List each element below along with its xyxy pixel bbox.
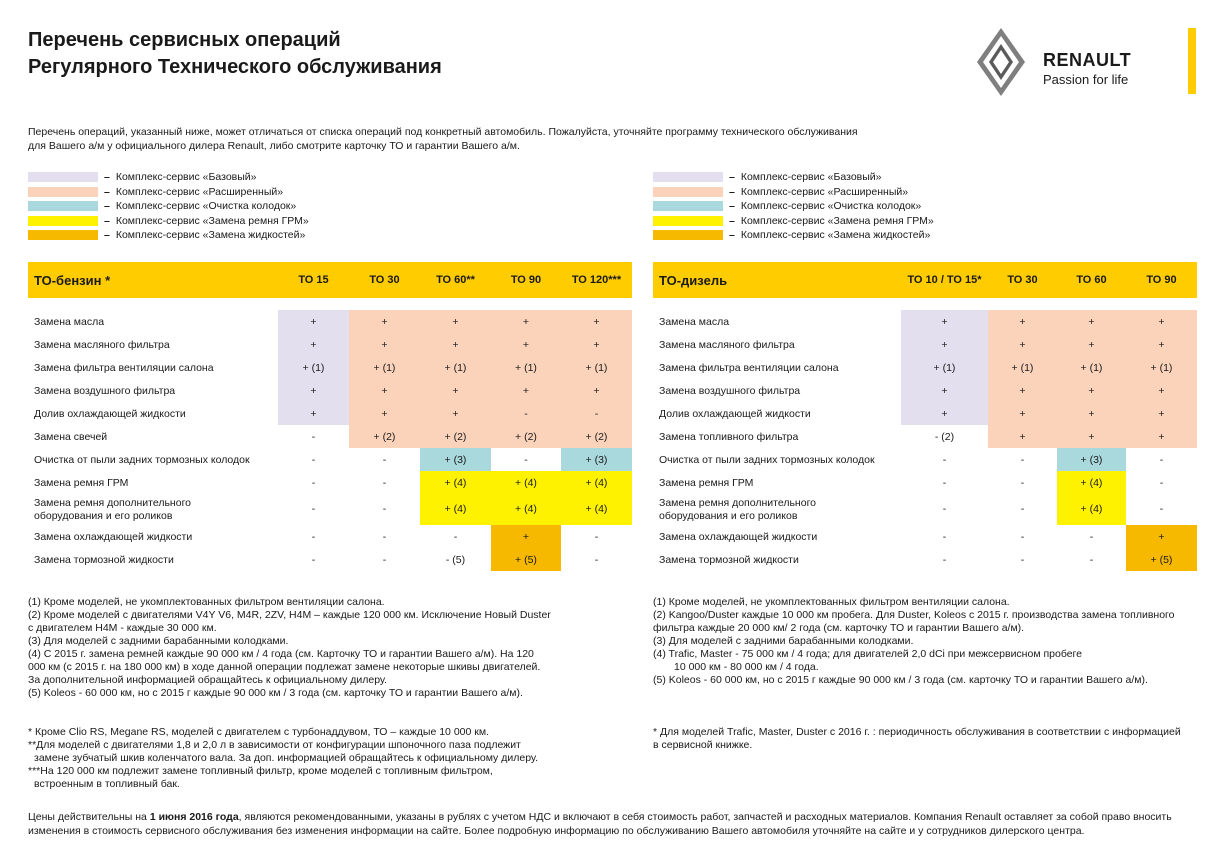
operation-name: Замена ремня ГРМ [34, 476, 129, 489]
table-header-row [653, 262, 1197, 298]
table-cell: + [1057, 379, 1126, 402]
footnote-line: замене зубчатый шкив коленчатого вала. За доп. информацией обращайтесь к официальному дилеру. [34, 752, 539, 764]
note-line: (4) Trafic, Master - 75 000 км / 4 года; для двигателей 2,0 dCi при межсервисном пробеге [653, 648, 1082, 660]
table-cell: + (5) [491, 548, 561, 571]
legend-swatch [653, 172, 723, 182]
table-cell: - [1159, 476, 1164, 489]
legend-item [653, 185, 934, 200]
legend-dash: – [729, 214, 735, 227]
diesel-service-table [653, 262, 1197, 571]
operation-name: Замена тормозной жидкости [659, 553, 799, 566]
legend-dash: – [104, 229, 110, 242]
table-cell: + [349, 333, 420, 356]
table-cell: + [349, 379, 420, 402]
table-cell: - (5) [445, 553, 466, 566]
table-cell: + (3) [420, 448, 491, 471]
table-cell: + [1057, 402, 1126, 425]
operation-name: Долив охлаждающей жидкости [659, 407, 811, 420]
column-header: ТО 90 [1126, 262, 1197, 298]
legend-item [653, 199, 934, 214]
table-cell: + [1126, 525, 1197, 548]
table-cell: + [278, 333, 349, 356]
table-cell: - [942, 476, 947, 489]
operation-name: Замена ремня дополнительного оборудования и его роликов [34, 496, 192, 522]
table-cell: - [942, 453, 947, 466]
table-cell: + (5) [1126, 548, 1197, 571]
operation-name: Замена фильтра вентиляции салона [34, 361, 214, 374]
footnote-line: * Кроме Clio RS, Megane RS, моделей с двигателем с турбонаддувом, ТО – каждые 10 000 км. [28, 726, 489, 738]
table-cell: + (2) [349, 425, 420, 448]
note-line: (4) С 2015 г. замена ремней каждые 90 000 км / 4 года (см. Карточку ТО и гарантии Вашего а/м). На 120 [28, 648, 534, 660]
footnote-line: в сервисной книжке. [653, 739, 753, 751]
table-cell: - [382, 553, 387, 566]
table-cell: - [594, 553, 599, 566]
table-cell: - [1159, 503, 1164, 515]
legend-dash: – [104, 214, 110, 227]
table-cell: + [901, 333, 988, 356]
table-cell: + [988, 310, 1057, 333]
table-row [653, 494, 1197, 525]
table-cell: + (4) [1057, 471, 1126, 494]
legend-dash: – [729, 229, 735, 242]
table-cell: - [1089, 530, 1094, 543]
table-cell: - [1089, 553, 1094, 566]
legend-swatch [653, 216, 723, 226]
table-cell: - [311, 553, 316, 566]
table-cell: + (4) [561, 471, 632, 494]
legend-label: Комплекс-сервис «Расширенный» [740, 185, 909, 198]
operation-name: Замена масляного фильтра [659, 338, 795, 351]
legend-dash: – [104, 171, 110, 184]
note-line: (2) Kangoo/Duster каждые 10 000 км пробега. Для Duster, Koleos с 2015 г. производства замена топливного [653, 609, 1175, 621]
table-cell: + (1) [901, 356, 988, 379]
table-row [28, 548, 632, 571]
legend-swatch [28, 187, 98, 197]
note-line: (3) Для моделей с задними барабанными колодками. [28, 635, 289, 647]
table-cell: + [491, 333, 561, 356]
legend-swatch [653, 201, 723, 211]
table-cell: - [1020, 503, 1025, 515]
note-line: (5) Koleos - 60 000 км, но с 2015 г каждые 90 000 км / 3 года (см. карточку ТО и гарантии Вашего а/м). [653, 674, 1148, 686]
table-cell: - [942, 530, 947, 543]
table-row [653, 425, 1197, 448]
table-cell: + (1) [1126, 356, 1197, 379]
legend-diesel [653, 170, 934, 243]
note-line: 000 км (с 2015 г. на 180 000 км) в ходе данной операции подлежат замене некоторые шкивы двигателей. [28, 661, 541, 673]
table-cell: + [278, 310, 349, 333]
table-row [653, 548, 1197, 571]
table-cell: + [1057, 310, 1126, 333]
operation-name: Долив охлаждающей жидкости [34, 407, 186, 420]
table-cell: - [942, 553, 947, 566]
table-row [28, 525, 632, 548]
note-line: 10 000 км - 80 000 км / 4 года. [674, 661, 819, 673]
table-cell: + (1) [349, 356, 420, 379]
note-line: с двигателем H4M - каждые 30 000 км. [28, 622, 217, 634]
table-cell: + (2) [561, 425, 632, 448]
legend-item [653, 214, 934, 229]
renault-logo-icon [973, 26, 1029, 98]
table-cell: + (4) [491, 471, 561, 494]
table-cell: + [349, 310, 420, 333]
table-row [653, 310, 1197, 333]
operation-name: Замена охлаждающей жидкости [34, 530, 193, 543]
diesel-footnotes [653, 726, 1198, 752]
table-cell: + (1) [420, 356, 491, 379]
accent-bar [1188, 28, 1196, 94]
table-cell: - [382, 476, 387, 489]
table-cell: + [420, 379, 491, 402]
table-cell: - [382, 530, 387, 543]
note-line: (2) Кроме моделей с двигателями V4Y V6, M4R, 2ZV, H4M – каждые 120 000 км. Исключение Новый Duster [28, 609, 551, 621]
table-cell: + [278, 379, 349, 402]
table-cell: + [491, 379, 561, 402]
table-cell: + (1) [1057, 356, 1126, 379]
table-cell: + [901, 310, 988, 333]
note-line: (3) Для моделей с задними барабанными колодками. [653, 635, 914, 647]
table-row [28, 379, 632, 402]
table-row [653, 379, 1197, 402]
legend-label: Комплекс-сервис «Расширенный» [115, 185, 284, 198]
table-row [28, 402, 632, 425]
legend-label: Комплекс-сервис «Замена ремня ГРМ» [740, 214, 934, 227]
table-cell: - [311, 476, 316, 489]
note-line: (1) Кроме моделей, не укомплектованных фильтром вентиляции салона. [28, 596, 385, 608]
footnote-line: встроенным в топливный бак. [34, 778, 180, 790]
table-cell: + [988, 402, 1057, 425]
legend-item [653, 170, 934, 185]
legend-swatch [653, 187, 723, 197]
legend-dash: – [729, 185, 735, 198]
legend-item [28, 199, 309, 214]
legend-swatch [28, 230, 98, 240]
diesel-notes [653, 596, 1198, 687]
table-cell: + [1057, 425, 1126, 448]
operation-name: Замена масляного фильтра [34, 338, 170, 351]
legend-petrol [28, 170, 309, 243]
table-cell: - [491, 402, 561, 425]
operation-name: Замена воздушного фильтра [34, 384, 176, 397]
legend-label: Комплекс-сервис «Замена жидкостей» [115, 229, 306, 242]
table-cell: - [453, 530, 458, 543]
legend-item [28, 185, 309, 200]
operation-name: Замена охлаждающей жидкости [659, 530, 818, 543]
legend-swatch [28, 201, 98, 211]
table-title: ТО-бензин * [28, 262, 278, 298]
table-cell: - [382, 453, 387, 466]
table-row [653, 402, 1197, 425]
footnote-line: **Для моделей с двигателями 1,8 и 2,0 л в зависимости от конфигурации шпоночного паза подлежит [28, 739, 521, 751]
legend-label: Комплекс-сервис «Очистка колодок» [115, 200, 297, 213]
brand-tagline: Passion for life [1043, 72, 1129, 87]
table-cell: + [988, 333, 1057, 356]
table-cell: - [1159, 453, 1164, 466]
table-cell: + [420, 402, 491, 425]
table-row [653, 525, 1197, 548]
table-cell: + [420, 333, 491, 356]
table-row [653, 333, 1197, 356]
table-cell: + [1126, 310, 1197, 333]
table-cell: + [561, 379, 632, 402]
petrol-footnotes [28, 726, 588, 791]
table-row [653, 448, 1197, 471]
legend-swatch [28, 216, 98, 226]
table-cell: - [382, 503, 387, 515]
table-cell: - [1020, 476, 1025, 489]
table-cell: + [1126, 379, 1197, 402]
table-row [653, 471, 1197, 494]
table-cell: - (2) [934, 430, 955, 443]
table-cell: + [901, 379, 988, 402]
table-cell: + (4) [491, 494, 561, 525]
column-header: ТО 60 [1057, 262, 1126, 298]
table-cell: - [594, 530, 599, 543]
operation-name: Замена ремня ГРМ [659, 476, 754, 489]
table-cell: + (1) [561, 356, 632, 379]
operation-name: Замена масла [34, 315, 105, 328]
table-cell: - [524, 453, 528, 466]
table-cell: + (3) [561, 448, 632, 471]
legend-dash: – [104, 185, 110, 198]
table-cell: - [942, 503, 947, 515]
table-header-row [28, 262, 632, 298]
column-header: ТО 15 [278, 262, 349, 298]
intro-text: Перечень операций, указанный ниже, может отличаться от списка операций под конкретный автомобиль. Пожалуйста, уточняйте программу технического обслуживания для Вашего а/м у официального дилера Renault, либо смотрите карточку ТО и гарантии Вашего а/м. [28, 126, 858, 152]
table-row [653, 356, 1197, 379]
column-header: ТО 30 [349, 262, 420, 298]
operation-name: Замена фильтра вентиляции салона [659, 361, 839, 374]
table-cell: + [491, 310, 561, 333]
operation-name: Очистка от пыли задних тормозных колодок [659, 453, 875, 466]
table-cell: + (4) [420, 471, 491, 494]
table-cell: + [349, 402, 420, 425]
table-cell: - [1020, 530, 1025, 543]
column-header: ТО 10 / ТО 15* [901, 262, 988, 298]
table-cell: + (4) [1057, 494, 1126, 525]
legend-swatch [28, 172, 98, 182]
legend-label: Комплекс-сервис «Базовый» [740, 171, 882, 184]
column-header: ТО 120*** [561, 262, 632, 298]
table-cell: + [561, 310, 632, 333]
table-cell: + [561, 333, 632, 356]
legend-item [653, 228, 934, 243]
table-cell: + [988, 425, 1057, 448]
table-cell: - [311, 430, 316, 443]
brand-name: RENAULT [1043, 50, 1132, 70]
table-cell: - [561, 402, 632, 425]
table-cell: + [420, 310, 491, 333]
table-cell: + [988, 379, 1057, 402]
legend-item [28, 214, 309, 229]
table-cell: + [901, 402, 988, 425]
table-cell: + (4) [561, 494, 632, 525]
table-cell: + [1057, 333, 1126, 356]
table-row [28, 356, 632, 379]
note-line: За дополнительной информацией обращайтесь к официальному дилеру. [28, 674, 388, 686]
table-cell: + (2) [491, 425, 561, 448]
price-disclaimer: Цены действительны на 1 июня 2016 года, являются рекомендованными, указаны в рублях с учетом НДС и включают в себя стоимость работ, запчастей и расходных материалов. Компания Renault оставляет за собой право вносить изменения в стоимость сервисного обслуживания без изменения информации на сайте. Более подробную информацию по обслуживанию Вашего автомобиля уточняйте на сайте и у сотрудников дилерского центра. [28, 811, 1172, 837]
operation-name: Очистка от пыли задних тормозных колодок [34, 453, 250, 466]
table-cell: + [1126, 333, 1197, 356]
operation-name: Замена топливного фильтра [659, 430, 799, 443]
petrol-service-table [28, 262, 632, 571]
legend-label: Комплекс-сервис «Базовый» [115, 171, 257, 184]
table-cell: + [1126, 425, 1197, 448]
legend-swatch [653, 230, 723, 240]
spacer-row [653, 298, 1197, 310]
title-line-1: Перечень сервисных операций [28, 29, 341, 51]
table-cell: + (2) [420, 425, 491, 448]
column-header: ТО 30 [988, 262, 1057, 298]
table-cell: + (3) [1057, 448, 1126, 471]
table-row [28, 448, 632, 471]
legend-label: Комплекс-сервис «Очистка колодок» [740, 200, 922, 213]
table-cell: - [311, 530, 316, 543]
page-title [28, 27, 442, 81]
column-header: ТО 90 [491, 262, 561, 298]
legend-item [28, 170, 309, 185]
table-cell: + [491, 525, 561, 548]
table-row [28, 310, 632, 333]
footnote-line: ***На 120 000 км подлежит замене топливный фильтр, кроме моделей с топливным фильтром, [28, 765, 493, 777]
table-cell: + (1) [491, 356, 561, 379]
footnote-line: * Для моделей Trafic, Master, Duster с 2016 г. : периодичность обслуживания в соответствии с информацией [653, 726, 1181, 738]
note-line: (1) Кроме моделей, не укомплектованных фильтром вентиляции салона. [653, 596, 1010, 608]
note-line: (5) Koleos - 60 000 км, но с 2015 г каждые 90 000 км / 3 года (см. карточку ТО и гарантии Вашего а/м). [28, 687, 523, 699]
operation-name: Замена воздушного фильтра [659, 384, 801, 397]
legend-label: Комплекс-сервис «Замена ремня ГРМ» [115, 214, 309, 227]
table-cell: + (1) [278, 356, 349, 379]
table-cell: - [1020, 453, 1025, 466]
table-cell: - [311, 503, 316, 515]
table-cell: - [311, 453, 316, 466]
operation-name: Замена свечей [34, 430, 108, 443]
legend-dash: – [729, 171, 735, 184]
table-row [28, 471, 632, 494]
table-cell: + [278, 402, 349, 425]
petrol-notes [28, 596, 618, 700]
table-row [28, 333, 632, 356]
table-cell: + (1) [988, 356, 1057, 379]
table-cell: + [1126, 402, 1197, 425]
title-line-2: Регулярного Технического обслуживания [28, 56, 442, 78]
legend-item [28, 228, 309, 243]
note-line: фильтра каждые 20 000 км/ 2 года (см. карточку ТО и гарантии Вашего а/м). [653, 622, 1025, 634]
legend-dash: – [729, 200, 735, 213]
operation-name: Замена ремня дополнительного оборудования и его роликов [659, 496, 817, 522]
table-title: ТО-дизель [653, 262, 901, 298]
spacer-row [28, 298, 632, 310]
table-cell: - [1020, 553, 1025, 566]
operation-name: Замена масла [659, 315, 730, 328]
table-row [28, 425, 632, 448]
column-header: ТО 60** [420, 262, 491, 298]
legend-dash: – [104, 200, 110, 213]
table-row [28, 494, 632, 525]
operation-name: Замена тормозной жидкости [34, 553, 174, 566]
effective-date: 1 июня 2016 года [149, 811, 239, 823]
table-cell: + (4) [420, 494, 491, 525]
legend-label: Комплекс-сервис «Замена жидкостей» [740, 229, 931, 242]
